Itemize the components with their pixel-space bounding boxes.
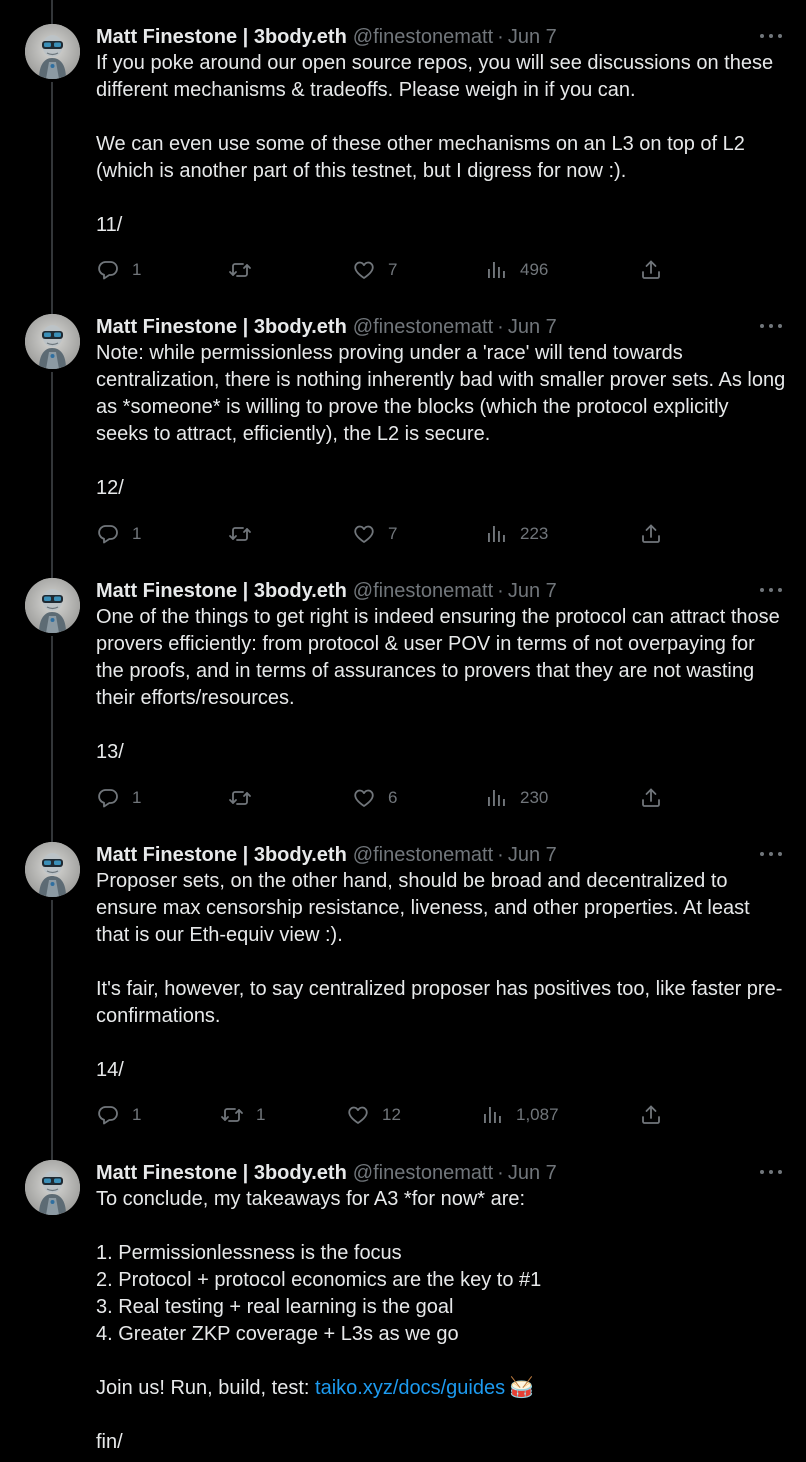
more-icon[interactable] <box>760 852 782 858</box>
share-button[interactable] <box>639 522 663 546</box>
heart-icon <box>352 786 376 810</box>
share-icon <box>639 1103 663 1127</box>
action-bar <box>96 258 696 282</box>
share-button[interactable] <box>639 258 663 282</box>
separator: · <box>497 844 504 866</box>
author-name[interactable]: Matt Finestone | 3body.eth <box>96 26 347 48</box>
share-icon <box>639 786 663 810</box>
reply-count: 1 <box>132 788 142 807</box>
tweet-body <box>96 1186 786 1456</box>
author-handle[interactable]: @finestonematt <box>352 580 494 602</box>
retweet-count: 1 <box>256 1105 266 1124</box>
like-count: 12 <box>382 1105 401 1124</box>
separator: · <box>497 316 504 338</box>
retweet-button[interactable] <box>228 522 264 546</box>
tweet-text-end: fin/ <box>96 1431 123 1453</box>
tweet-body <box>96 340 786 502</box>
tweet[interactable] <box>0 578 806 842</box>
tweet-text-cta: Join us! Run, build, test: <box>96 1377 316 1399</box>
heart-icon <box>346 1103 370 1127</box>
reply-button[interactable] <box>96 786 141 810</box>
tweet-text: Proposer sets, on the other hand, should be broad and decentralized to ensure max censorship resistance, liveness, and other properties. At least that is our Eth-equiv view :). It's fair, however, to say centralized proposer has positives too, like faster pre-confirmations. 14/ <box>96 870 783 1081</box>
author-name[interactable]: Matt Finestone | 3body.eth <box>96 1162 347 1184</box>
heart-icon <box>352 522 376 546</box>
tweet-header <box>96 842 557 868</box>
tweet-text: Note: while permissionless proving under a 'race' will tend towards centralization, there is nothing inherently bad with smaller prover sets. As long as *someone* is willing to prove the blocks (which the protocol explicitly seeks to attract, efficiently), the L2 is secure. 12/ <box>96 342 786 499</box>
tweet-date[interactable]: Jun 7 <box>507 1162 557 1184</box>
tweet-header <box>96 314 557 340</box>
action-bar <box>96 786 696 810</box>
author-handle[interactable]: @finestonematt <box>352 316 494 338</box>
tweet[interactable] <box>0 314 806 578</box>
tweet-text: If you poke around our open source repos, you will see discussions on these different mechanisms & tradeoffs. Please weigh in if you can. We can even use some of these other mechanisms on an L3 on top of L2 (which is another part of this testnet, but I digress for now :). 11/ <box>96 52 774 236</box>
tweet-text <box>96 1186 786 1456</box>
tweet-header <box>96 1160 557 1186</box>
tweet-date[interactable]: Jun 7 <box>507 844 557 866</box>
view-count: 223 <box>520 524 549 543</box>
retweet-button[interactable] <box>228 258 264 282</box>
like-button[interactable] <box>352 522 397 546</box>
reply-icon <box>96 522 120 546</box>
tweet-body <box>96 868 786 1084</box>
action-bar <box>96 1103 696 1127</box>
avatar[interactable] <box>25 842 80 897</box>
action-bar <box>96 522 696 546</box>
retweet-button[interactable] <box>220 1103 265 1127</box>
views-button[interactable] <box>484 786 548 810</box>
view-count: 1,087 <box>516 1105 559 1124</box>
author-name[interactable]: Matt Finestone | 3body.eth <box>96 580 347 602</box>
like-button[interactable] <box>346 1103 401 1127</box>
tweet-body <box>96 604 786 766</box>
thread-line <box>51 0 53 24</box>
author-handle[interactable]: @finestonematt <box>352 1162 494 1184</box>
reply-icon <box>96 786 120 810</box>
tweet-header <box>96 24 557 50</box>
more-icon[interactable] <box>760 588 782 594</box>
avatar[interactable] <box>25 1160 80 1215</box>
tweet-text: One of the things to get right is indeed ensuring the protocol can attract those provers efficiently: from protocol & user POV in terms of not overpaying for the proofs, and in terms of assurances to provers that they are not wasting their efforts/resources. 13/ <box>96 606 780 763</box>
reply-count: 1 <box>132 524 142 543</box>
reply-icon <box>96 258 120 282</box>
like-button[interactable] <box>352 258 397 282</box>
avatar[interactable] <box>25 578 80 633</box>
reply-button[interactable] <box>96 1103 141 1127</box>
retweet-icon <box>228 522 252 546</box>
share-button[interactable] <box>639 1103 663 1127</box>
author-name[interactable]: Matt Finestone | 3body.eth <box>96 844 347 866</box>
tweet-body <box>96 50 786 239</box>
drum-emoji: 🥁 <box>509 1377 535 1399</box>
views-button[interactable] <box>484 522 548 546</box>
docs-link[interactable]: taiko.xyz/docs/guides <box>315 1377 506 1399</box>
separator: · <box>497 1162 504 1184</box>
reply-count: 1 <box>132 260 142 279</box>
avatar[interactable] <box>25 314 80 369</box>
tweet-date[interactable]: Jun 7 <box>507 316 557 338</box>
views-icon <box>484 258 508 282</box>
views-icon <box>484 786 508 810</box>
retweet-icon <box>228 786 252 810</box>
tweet[interactable] <box>0 1160 806 1462</box>
separator: · <box>497 26 504 48</box>
views-icon <box>484 522 508 546</box>
heart-icon <box>352 258 376 282</box>
view-count: 230 <box>520 788 549 807</box>
more-icon[interactable] <box>760 1170 782 1176</box>
like-count: 7 <box>388 524 398 543</box>
views-icon <box>480 1103 504 1127</box>
author-handle[interactable]: @finestonematt <box>352 26 494 48</box>
tweet-header <box>96 578 557 604</box>
tweet-date[interactable]: Jun 7 <box>507 580 557 602</box>
retweet-icon <box>220 1103 244 1127</box>
reply-button[interactable] <box>96 258 141 282</box>
tweet[interactable] <box>0 24 806 288</box>
like-count: 6 <box>388 788 398 807</box>
tweet-text-main: To conclude, my takeaways for A3 *for now* are: 1. Permissionlessness is the focus 2. Protocol + protocol economics are the key to #1 3. Real testing + real learning is the goal 4. Greater ZKP coverage + L3s as we go <box>96 1188 542 1345</box>
like-count: 7 <box>388 260 398 279</box>
author-name[interactable]: Matt Finestone | 3body.eth <box>96 316 347 338</box>
separator: · <box>497 580 504 602</box>
retweet-icon <box>228 258 252 282</box>
more-icon[interactable] <box>760 324 782 330</box>
share-button[interactable] <box>639 786 663 810</box>
more-icon[interactable] <box>760 34 782 40</box>
view-count: 496 <box>520 260 549 279</box>
reply-icon <box>96 1103 120 1127</box>
tweet-date[interactable]: Jun 7 <box>507 26 557 48</box>
reply-count: 1 <box>132 1105 142 1124</box>
share-icon <box>639 258 663 282</box>
retweet-button[interactable] <box>228 786 264 810</box>
tweet[interactable] <box>0 842 806 1160</box>
reply-button[interactable] <box>96 522 141 546</box>
views-button[interactable] <box>480 1103 559 1127</box>
author-handle[interactable]: @finestonematt <box>352 844 494 866</box>
like-button[interactable] <box>352 786 397 810</box>
share-icon <box>639 522 663 546</box>
views-button[interactable] <box>484 258 548 282</box>
avatar[interactable] <box>25 24 80 79</box>
